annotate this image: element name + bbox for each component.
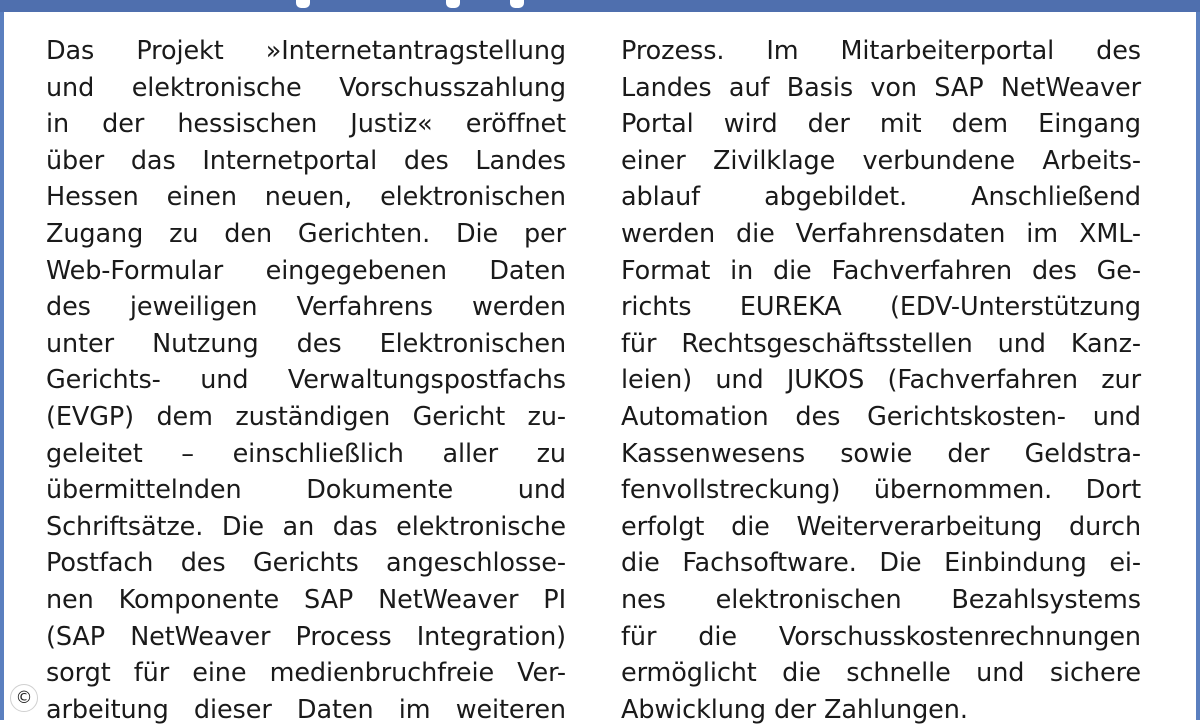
copyright-icon: © — [10, 684, 38, 712]
text-line: für Rechtsgeschäftsstellen und Kanz- — [621, 328, 1141, 359]
text-line: (SAP NetWeaver Process Integration) — [46, 621, 566, 652]
text-line: Landes auf Basis von SAP NetWeaver — [621, 72, 1141, 103]
text-line: und elektronische Vorschusszahlung — [46, 72, 566, 103]
text-line: Gerichts- und Verwaltungspostfachs — [46, 365, 566, 396]
text-line: unter Nutzung des Elektronischen — [46, 328, 566, 359]
text-line: ablauf abgebildet. Anschließend — [621, 182, 1141, 213]
text-line: ermöglicht die schnelle und sichere — [621, 658, 1141, 689]
text-line: geleitet – einschließlich aller zu — [46, 438, 566, 469]
text-line: Kassenwesens sowie der Geldstra- — [621, 438, 1141, 469]
text-line: leien) und JUKOS (Fachverfahren zur — [621, 365, 1141, 396]
text-line: Portal wird der mit dem Eingang — [621, 109, 1141, 140]
text-line: Prozess. Im Mitarbeiterportal des — [621, 36, 1141, 66]
text-line: in der hessischen Justiz« eröffnet — [46, 109, 566, 140]
right-text-column — [621, 33, 1141, 728]
text-line: Abwicklung der Zahlungen. — [621, 694, 968, 725]
text-line: Hessen einen neuen, elektronischen — [46, 182, 566, 213]
text-line: Schriftsätze. Die an das elektronische — [46, 511, 566, 542]
text-line: des jeweiligen Verfahrens werden — [46, 292, 566, 323]
text-line: sorgt für eine medienbruchfreie Ver- — [46, 658, 566, 689]
text-line: übermittelnden Dokumente und — [46, 475, 566, 506]
text-line: über das Internetportal des Landes — [46, 145, 566, 176]
text-line: richts EUREKA (EDV-Unterstützung — [621, 292, 1141, 323]
text-line: nen Komponente SAP NetWeaver PI — [46, 584, 566, 615]
text-line: nes elektronischen Bezahlsystems — [621, 584, 1141, 615]
text-line: Das Projekt »Internetantragstellung — [46, 36, 566, 66]
text-line: Web-Formular eingegebenen Daten — [46, 255, 566, 286]
text-line: erfolgt die Weiterverarbeitung durch — [621, 511, 1141, 542]
text-line: die Fachsoftware. Die Einbindung ei- — [621, 548, 1141, 579]
header-band — [0, 0, 1200, 12]
cropped-heading-glyphs — [296, 0, 536, 8]
text-line: Automation des Gerichtskosten- und — [621, 401, 1141, 432]
text-line: Postfach des Gerichts angeschlosse- — [46, 548, 566, 579]
left-text-column — [46, 33, 566, 728]
text-line: Format in die Fachverfahren des Ge- — [621, 255, 1141, 286]
text-line: arbeitung dieser Daten im weiteren — [46, 694, 566, 725]
text-line: einer Zivilklage verbundene Arbeits- — [621, 145, 1141, 176]
text-line: fenvollstreckung) übernommen. Dort — [621, 475, 1141, 506]
text-line: (EVGP) dem zuständigen Gericht zu- — [46, 401, 566, 432]
text-line: Zugang zu den Gerichten. Die per — [46, 218, 566, 249]
text-line: für die Vorschusskostenrechnungen — [621, 621, 1141, 652]
text-line: werden die Verfahrensdaten im XML- — [621, 218, 1141, 249]
